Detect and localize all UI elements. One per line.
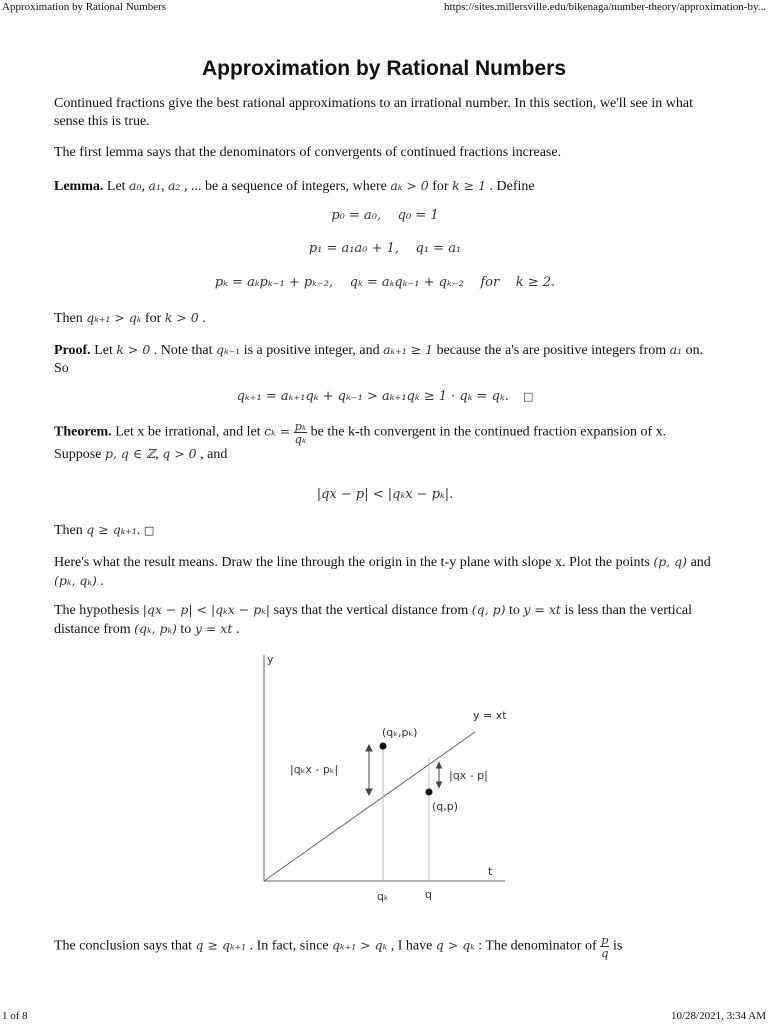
math-inline: q > 0 [162, 446, 197, 461]
math-inline: y = xt [194, 621, 233, 636]
math-inline: (pₖ, qₖ) [54, 573, 97, 588]
text: . [235, 622, 240, 637]
lemma-text: Let [106, 179, 126, 194]
qed-symbol: □ [143, 524, 155, 537]
text: is less than the vertical distance from [54, 603, 692, 637]
arrow-head [437, 763, 442, 769]
lemma-text: . Define [489, 179, 535, 194]
page-count: 1 of 8 [2, 1010, 28, 1022]
text: for [144, 311, 162, 326]
math-inline: (p, q) [653, 554, 688, 569]
distance-k-label: |qₖx - pₖ| [290, 763, 339, 776]
arrow-head [366, 745, 372, 751]
text: . [202, 311, 206, 326]
math-inline: q ≥ qₖ₊₁ [86, 522, 137, 537]
lemma-paragraph [54, 177, 716, 196]
print-header-title: Approximation by Rational Numbers [2, 1, 167, 13]
fraction-denominator: q [601, 946, 609, 960]
text: says that the vertical distance from [273, 603, 469, 618]
lemma-text: for [432, 179, 449, 194]
line-label: y = xt [473, 709, 507, 722]
proof-label: Proof. [54, 343, 91, 358]
text: Here's what the result means. Draw the line through the origin in the t-y plane with slope x. Plot the points [54, 555, 650, 570]
math-inline: a₂ [167, 178, 181, 193]
p-over-q-fraction [600, 934, 609, 959]
tick-label-q: q [425, 888, 432, 901]
arrow-head [366, 789, 372, 795]
lemma-text: , ... be a sequence of integers, where [183, 179, 387, 194]
point-qk-label: (qₖ,pₖ) [382, 726, 418, 739]
fraction-denominator: qₖ [294, 432, 307, 446]
lemma-label: Lemma. [54, 179, 104, 194]
text: because the a's are positive integers from [436, 343, 667, 358]
proof-paragraph [54, 341, 716, 378]
approximation-diagram [255, 645, 520, 910]
math-inline: a₁ [669, 342, 683, 357]
then-theorem-paragraph [54, 521, 716, 540]
fraction-numerator: p [601, 933, 609, 947]
point-q-p [426, 789, 433, 796]
qed-symbol: □ [522, 390, 534, 403]
theorem-equation: |qx − p| < |qₖx − pₖ|. [316, 487, 454, 502]
text: The hypothesis [54, 603, 140, 618]
then-lemma-paragraph [54, 309, 716, 328]
math-inline: y = xt [523, 602, 561, 617]
math-inline: aₖ > 0 [390, 178, 429, 193]
math-inline: qₖ₋₁ [216, 342, 241, 357]
text: , and [200, 447, 228, 462]
tick-label-qk: qₖ [377, 890, 389, 903]
math-inline: p, q ∈ ℤ [104, 446, 156, 461]
text: . [100, 574, 104, 589]
point-q-label: (q,p) [432, 800, 459, 813]
math-inline: a₀ [129, 178, 142, 193]
lemma-text: , [141, 179, 146, 194]
math-inline: a₁ [148, 178, 161, 193]
text: . Note that [153, 343, 213, 358]
equation-p1-q1: p₁ = a₁a₀ + 1, q₁ = a₁ [308, 241, 462, 256]
math-inline: (q, p) [471, 602, 506, 617]
text: and [690, 555, 711, 570]
text: Let x be irrational, and let [115, 424, 261, 440]
t-axis-label: t [488, 865, 493, 878]
math-inline: qₖ₊₁ > qₖ [332, 937, 388, 953]
math-inline: cₖ = [264, 423, 291, 439]
math-inline: k > 0 [164, 310, 199, 325]
text: on. So [54, 343, 704, 376]
text: is a positive integer, and [243, 343, 380, 358]
print-datetime: 10/28/2021, 3:34 AM [670, 1010, 766, 1022]
equation-p0-q0: p₀ = a₀, q₀ = 1 [331, 208, 439, 223]
text: Let [94, 343, 113, 358]
math-inline: q ≥ qₖ₊₁ [195, 937, 247, 953]
equation-recurrence: pₖ = aₖpₖ₋₁ + pₖ₋₂, qₖ = aₖqₖ₋₁ + qₖ₋₂ for k ≥ 2. [214, 275, 556, 290]
distance-label: |qx - p| [449, 769, 488, 782]
point-qk-pk [380, 743, 387, 750]
first-lemma-paragraph: The first lemma says that the denominators of convergents of continued fractions increase. [54, 145, 562, 160]
lemma-text: , [160, 179, 165, 194]
intro-paragraph: Continued fractions give the best rational approximations to an irrational number. In this section, we'll see in what sense this is true. [54, 96, 693, 129]
text: is [612, 938, 623, 954]
math-inline: (qₖ, pₖ) [134, 621, 177, 636]
conclusion-paragraph [54, 934, 716, 959]
text: The conclusion says that [54, 938, 193, 954]
text: : The denominator of [478, 938, 597, 954]
text: . [136, 523, 141, 538]
arrow-head [437, 782, 442, 788]
proof-equation [54, 389, 716, 404]
math-inline: q > qₖ [435, 937, 475, 953]
print-header-url[interactable]: https://sites.millersville.edu/bikenaga/number-theory/approximation-by... [444, 1, 766, 13]
text: Then [54, 311, 83, 326]
text: . In fact, since [249, 938, 329, 954]
equation: qₖ₊₁ = aₖ₊₁qₖ + qₖ₋₁ > aₖ₊₁qₖ ≥ 1 · qₖ = qₖ. [236, 389, 509, 404]
math-inline: qₖ₊₁ > qₖ [86, 310, 142, 325]
fraction-numerator: pₖ [294, 419, 307, 433]
math-inline: k ≥ 1 [452, 178, 487, 193]
y-axis-label: y [267, 653, 274, 666]
text: be the k-th convergent in the continued fraction expansion of x. Suppose [54, 424, 667, 462]
text: , I have [390, 938, 433, 954]
theorem-label: Theorem. [54, 424, 112, 440]
page-title: Approximation by Rational Numbers [201, 57, 567, 80]
math-inline: k > 0 [116, 342, 151, 357]
math-inline: aₖ₊₁ ≥ 1 [383, 342, 434, 357]
math-inline: |qx − p| < |qₖx − pₖ| [142, 602, 270, 617]
convergent-fraction [294, 420, 308, 445]
text: Then [54, 523, 83, 538]
hypothesis-paragraph [54, 601, 716, 639]
meaning-paragraph [54, 553, 716, 591]
theorem-paragraph [54, 420, 716, 464]
text: to [508, 603, 520, 618]
text: , [155, 447, 159, 462]
text: to [180, 622, 192, 637]
